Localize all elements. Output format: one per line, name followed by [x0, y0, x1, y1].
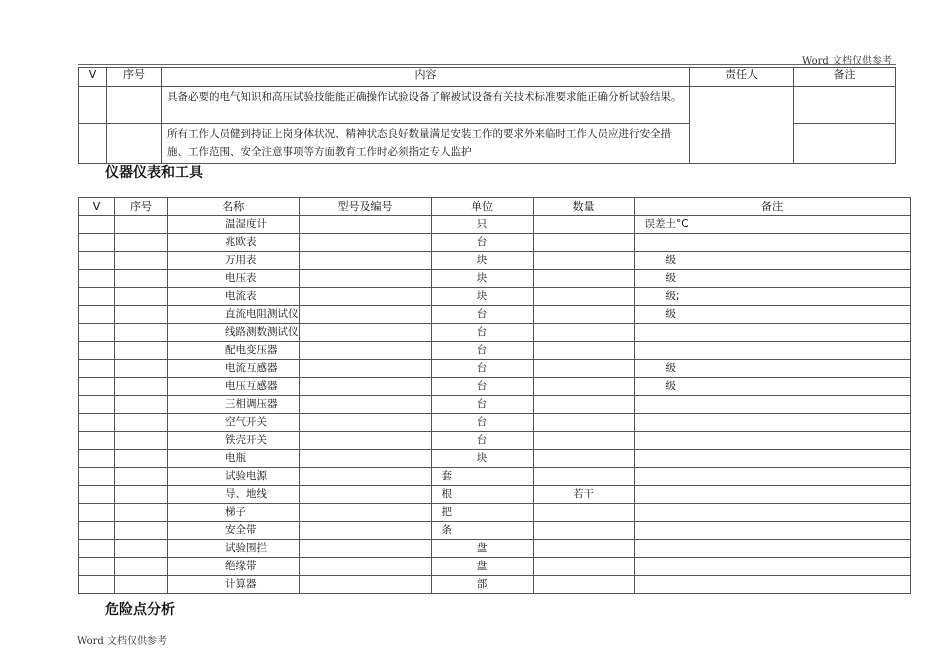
table-row	[79, 342, 911, 360]
unit-cell: 块	[431, 252, 533, 270]
footer-reference: Word 文档仅供参考	[77, 636, 167, 647]
index-cell	[115, 270, 168, 288]
unit-cell: 套	[431, 468, 533, 486]
table-row	[79, 324, 911, 342]
model-cell	[299, 414, 431, 432]
col-index: 序号	[115, 198, 168, 216]
remark-cell: 级;	[634, 288, 910, 306]
col-model: 型号及编号	[299, 198, 431, 216]
quantity-cell	[533, 252, 634, 270]
model-cell	[299, 288, 431, 306]
check-cell	[79, 450, 115, 468]
remark-cell	[634, 324, 910, 342]
check-cell	[79, 540, 115, 558]
remark-cell: 误差土°C	[634, 216, 910, 234]
remark-cell: 级	[634, 360, 910, 378]
model-cell	[299, 324, 431, 342]
table-row	[79, 576, 911, 594]
unit-cell: 块	[431, 270, 533, 288]
index-cell	[115, 414, 168, 432]
check-cell	[79, 378, 115, 396]
model-cell	[299, 558, 431, 576]
unit-cell: 条	[431, 522, 533, 540]
remark-cell: 级	[634, 306, 910, 324]
col-name: 名称	[168, 198, 300, 216]
check-cell	[79, 522, 115, 540]
col-check: V	[79, 198, 115, 216]
model-cell	[299, 504, 431, 522]
unit-cell: 台	[431, 342, 533, 360]
name-cell: 线路测数测试仪	[168, 324, 300, 342]
unit-cell: 台	[431, 306, 533, 324]
name-cell: 电压表	[168, 270, 300, 288]
remark-cell	[634, 558, 910, 576]
index-cell	[115, 558, 168, 576]
remark-cell: 级	[634, 378, 910, 396]
check-cell	[79, 468, 115, 486]
header-reference: Word 文档仅供参考	[802, 56, 892, 67]
table-row	[79, 270, 911, 288]
col-responsible: 责任人	[690, 68, 794, 87]
index-cell	[115, 396, 168, 414]
table-row	[79, 87, 896, 124]
col-remark: 备注	[794, 68, 896, 87]
check-cell	[79, 324, 115, 342]
check-cell	[79, 432, 115, 450]
quantity-cell	[533, 576, 634, 594]
quantity-cell	[533, 342, 634, 360]
section-title-instruments: 仪器仪表和工具	[105, 165, 203, 181]
check-cell	[79, 87, 107, 124]
remark-cell	[634, 432, 910, 450]
check-cell	[79, 288, 115, 306]
remark-cell	[634, 468, 910, 486]
col-content: 内容	[162, 68, 690, 87]
unit-cell: 根	[431, 486, 533, 504]
name-cell: 空气开关	[168, 414, 300, 432]
index-cell	[115, 216, 168, 234]
model-cell	[299, 360, 431, 378]
name-cell: 电压互感器	[168, 378, 300, 396]
instruments-table-body	[79, 216, 911, 594]
table-row	[79, 450, 911, 468]
quantity-cell	[533, 270, 634, 288]
name-cell: 三相调压器	[168, 396, 300, 414]
procedure-table	[78, 67, 896, 164]
index-cell	[115, 468, 168, 486]
check-cell	[79, 486, 115, 504]
model-cell	[299, 540, 431, 558]
check-cell	[79, 504, 115, 522]
table-row	[79, 360, 911, 378]
table-row	[79, 468, 911, 486]
unit-cell: 台	[431, 432, 533, 450]
index-cell	[115, 522, 168, 540]
unit-cell: 块	[431, 450, 533, 468]
quantity-cell	[533, 396, 634, 414]
check-cell	[79, 414, 115, 432]
table-row	[79, 486, 911, 504]
model-cell	[299, 216, 431, 234]
quantity-cell	[533, 522, 634, 540]
index-cell	[115, 540, 168, 558]
col-unit: 单位	[431, 198, 533, 216]
remark-cell: 级	[634, 252, 910, 270]
responsible-cell	[690, 87, 794, 164]
table-row	[79, 432, 911, 450]
table-row	[79, 378, 911, 396]
index-cell	[115, 432, 168, 450]
model-cell	[299, 342, 431, 360]
unit-cell: 盘	[431, 558, 533, 576]
section-title-hazard: 危险点分析	[105, 602, 175, 618]
remark-cell	[634, 450, 910, 468]
check-cell	[79, 124, 107, 164]
model-cell	[299, 576, 431, 594]
remark-cell	[634, 504, 910, 522]
unit-cell: 只	[431, 216, 533, 234]
check-cell	[79, 234, 115, 252]
index-cell	[115, 324, 168, 342]
table-row	[79, 288, 911, 306]
name-cell: 铁壳开关	[168, 432, 300, 450]
name-cell: 梯子	[168, 504, 300, 522]
remark-cell	[634, 396, 910, 414]
model-cell	[299, 378, 431, 396]
unit-cell: 台	[431, 324, 533, 342]
quantity-cell	[533, 306, 634, 324]
model-cell	[299, 306, 431, 324]
quantity-cell	[533, 414, 634, 432]
index-cell	[107, 87, 162, 124]
name-cell: 电流互感器	[168, 360, 300, 378]
index-cell	[115, 342, 168, 360]
model-cell	[299, 234, 431, 252]
table-row	[79, 216, 911, 234]
model-cell	[299, 522, 431, 540]
index-cell	[115, 486, 168, 504]
model-cell	[299, 486, 431, 504]
quantity-cell	[533, 504, 634, 522]
remark-cell	[634, 414, 910, 432]
index-cell	[115, 252, 168, 270]
col-index: 序号	[107, 68, 162, 87]
quantity-cell	[533, 234, 634, 252]
instruments-table-header	[79, 198, 911, 216]
quantity-cell: 若干	[533, 486, 634, 504]
unit-cell: 台	[431, 396, 533, 414]
remark-cell	[794, 87, 896, 124]
name-cell: 导、地线	[168, 486, 300, 504]
name-cell: 电流表	[168, 288, 300, 306]
model-cell	[299, 450, 431, 468]
unit-cell: 台	[431, 234, 533, 252]
index-cell	[115, 360, 168, 378]
check-cell	[79, 216, 115, 234]
name-cell: 安全带	[168, 522, 300, 540]
remark-cell: 级	[634, 270, 910, 288]
content-cell: 具备必要的电气知识和高压试验技能能正确操作试验设备了解被试设备有关技术标准要求能正确分析试验结果。	[162, 87, 690, 124]
table-row	[79, 414, 911, 432]
table-row	[79, 558, 911, 576]
remark-cell	[634, 540, 910, 558]
name-cell: 配电变压器	[168, 342, 300, 360]
quantity-cell	[533, 324, 634, 342]
header-divider	[78, 64, 896, 65]
check-cell	[79, 360, 115, 378]
quantity-cell	[533, 450, 634, 468]
table-row	[79, 234, 911, 252]
name-cell: 计算器	[168, 576, 300, 594]
name-cell: 电瓶	[168, 450, 300, 468]
name-cell: 试验电源	[168, 468, 300, 486]
name-cell: 兆欧表	[168, 234, 300, 252]
quantity-cell	[533, 540, 634, 558]
unit-cell: 块	[431, 288, 533, 306]
quantity-cell	[533, 360, 634, 378]
unit-cell: 台	[431, 414, 533, 432]
model-cell	[299, 252, 431, 270]
check-cell	[79, 306, 115, 324]
index-cell	[115, 450, 168, 468]
unit-cell: 台	[431, 360, 533, 378]
index-cell	[115, 576, 168, 594]
remark-cell	[634, 342, 910, 360]
index-cell	[115, 378, 168, 396]
table-row	[79, 396, 911, 414]
content-cell: 所有工作人员健到持证上岗身体状况、精神状态良好数量满足安装工作的要求外来临时工作人员应进行安全措施、工作范围、安全注意事项等方面教育工作时必须指定专人监护	[162, 124, 690, 164]
check-cell	[79, 342, 115, 360]
table-row	[79, 252, 911, 270]
name-cell: 温湿度计	[168, 216, 300, 234]
index-cell	[107, 124, 162, 164]
index-cell	[115, 234, 168, 252]
table-row	[79, 522, 911, 540]
remark-cell	[634, 522, 910, 540]
check-cell	[79, 396, 115, 414]
col-check: V	[79, 68, 107, 87]
table-row	[79, 540, 911, 558]
index-cell	[115, 288, 168, 306]
quantity-cell	[533, 378, 634, 396]
remark-cell	[634, 234, 910, 252]
model-cell	[299, 270, 431, 288]
check-cell	[79, 576, 115, 594]
quantity-cell	[533, 288, 634, 306]
index-cell	[115, 504, 168, 522]
model-cell	[299, 432, 431, 450]
unit-cell: 台	[431, 378, 533, 396]
quantity-cell	[533, 216, 634, 234]
quantity-cell	[533, 468, 634, 486]
index-cell	[115, 306, 168, 324]
check-cell	[79, 558, 115, 576]
name-cell: 绝缘带	[168, 558, 300, 576]
col-remark: 备注	[634, 198, 910, 216]
procedure-table-header	[79, 68, 896, 87]
name-cell: 试验围拦	[168, 540, 300, 558]
unit-cell: 盘	[431, 540, 533, 558]
model-cell	[299, 468, 431, 486]
col-quantity: 数量	[533, 198, 634, 216]
unit-cell: 把	[431, 504, 533, 522]
name-cell: 万用表	[168, 252, 300, 270]
quantity-cell	[533, 558, 634, 576]
quantity-cell	[533, 432, 634, 450]
check-cell	[79, 270, 115, 288]
table-row	[79, 504, 911, 522]
remark-cell	[794, 124, 896, 164]
instruments-table	[78, 197, 911, 594]
name-cell: 直流电阻测试仪	[168, 306, 300, 324]
remark-cell	[634, 486, 910, 504]
remark-cell	[634, 576, 910, 594]
table-row	[79, 306, 911, 324]
model-cell	[299, 396, 431, 414]
unit-cell: 部	[431, 576, 533, 594]
check-cell	[79, 252, 115, 270]
